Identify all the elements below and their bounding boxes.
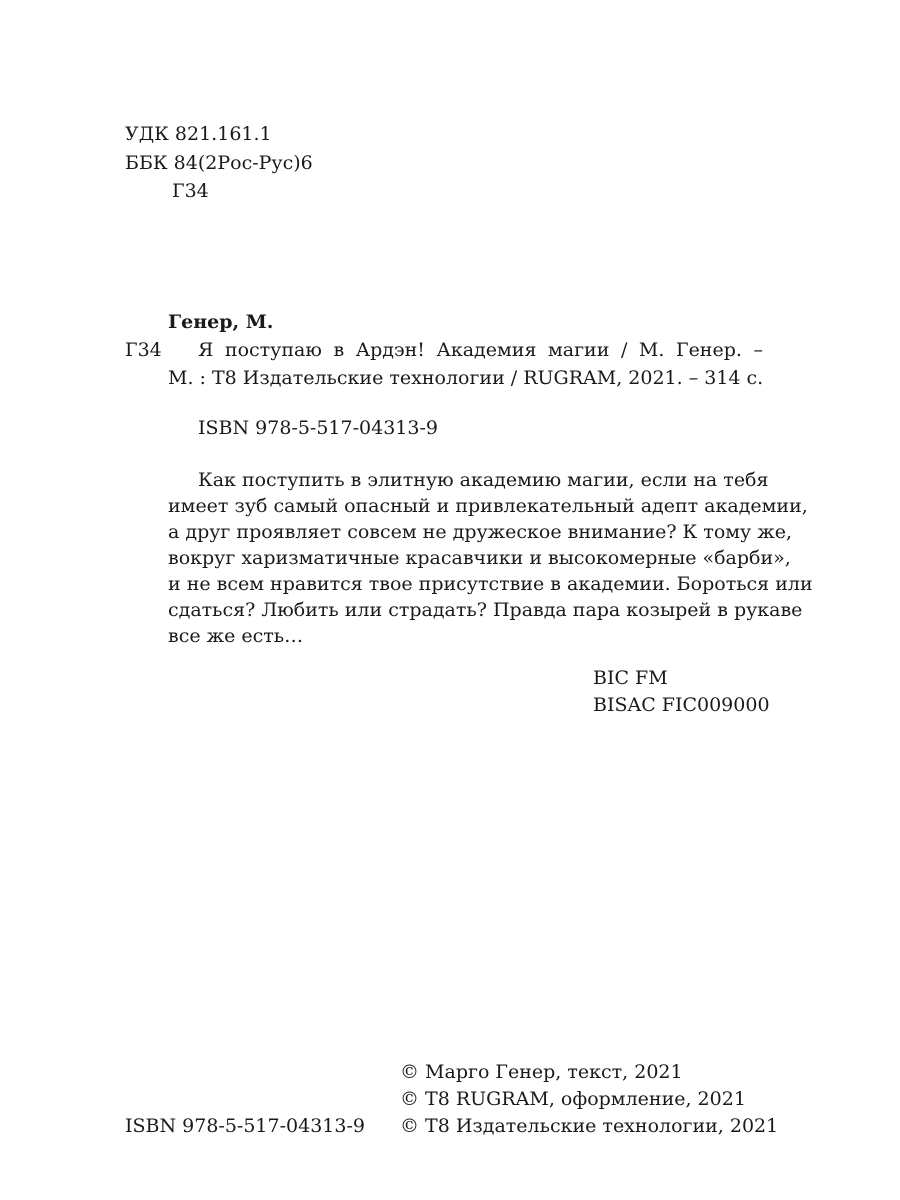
catalog-title-line-1: Я поступаю в Ардэн! Академия магии / М. Генер. – — [198, 339, 763, 361]
catalog-title-line-2: М. : Т8 Издательские технологии / RUGRAM, 2021. – 314 с. — [168, 367, 764, 389]
footer-isbn: ISBN 978-5-517-04313-9 — [125, 1115, 365, 1137]
annotation-line-6: сдаться? Любить или страдать? Правда пара козырей в рукаве — [168, 599, 803, 621]
copyright-author: © Марго Генер, текст, 2021 — [400, 1061, 683, 1083]
annotation-line-3: а друг проявляет совсем не дружеское внимание? К тому же, — [168, 521, 793, 543]
annotation-line-1: Как поступить в элитную академию магии, если на тебя — [198, 469, 769, 491]
bisac-code: BISAC FIC009000 — [593, 694, 770, 716]
catalog-isbn: ISBN 978-5-517-04313-9 — [198, 417, 438, 439]
annotation-line-5: и не всем нравится твое присутствие в академии. Бороться или — [168, 573, 813, 595]
annotation-line-2: имеет зуб самый опасный и привлекательный адепт академии, — [168, 495, 808, 517]
author-mark: Г34 — [172, 180, 209, 202]
annotation-line-4: вокруг харизматичные красавчики и высокомерные «барби», — [168, 547, 791, 569]
author-heading: Генер, М. — [168, 311, 274, 333]
annotation-line-7: все же есть… — [168, 625, 304, 647]
copyright-design: © Т8 RUGRAM, оформление, 2021 — [400, 1088, 746, 1110]
copyright-publisher: © Т8 Издательские технологии, 2021 — [400, 1115, 779, 1137]
catalog-mark: Г34 — [125, 339, 162, 361]
bic-code: BIC FM — [593, 667, 668, 689]
udk-code: УДК 821.161.1 — [125, 123, 272, 145]
bbk-code: ББК 84(2Рос-Рус)6 — [125, 152, 313, 174]
